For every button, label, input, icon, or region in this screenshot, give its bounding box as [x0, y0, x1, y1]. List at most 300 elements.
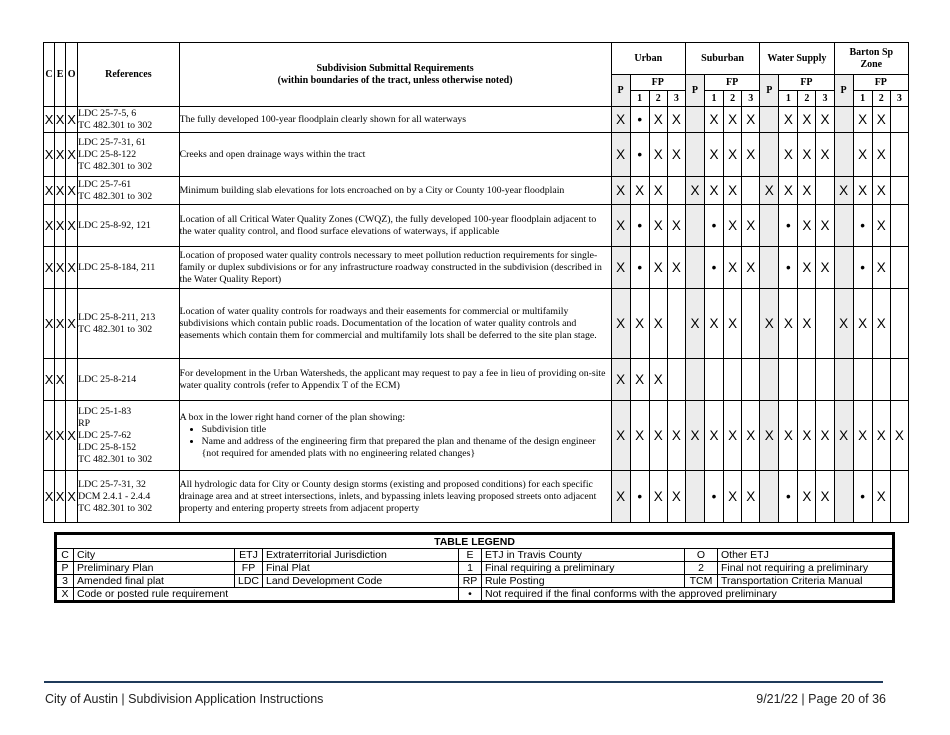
cell-c: X	[44, 107, 55, 133]
legend-abbreviation: TCM	[685, 575, 718, 588]
requirement-mark	[685, 107, 704, 133]
requirement-mark: X	[611, 205, 630, 247]
requirement-mark: X	[724, 177, 742, 205]
legend-abbreviation: O	[685, 549, 718, 562]
legend-definition: City	[74, 549, 235, 562]
requirement-mark: X	[705, 107, 724, 133]
requirement-mark	[890, 247, 908, 289]
reference-line: LDC 25-7-5, 6	[78, 107, 137, 119]
suburban-p-header: P	[685, 75, 704, 107]
cell-e: X	[55, 359, 66, 401]
requirement-text: All hydrologic data for City or County design storms (existing and proposed conditions) for each specific drainage area and at street intersections, inlets, and bypassing inlets leaving proposed streets onto adjacent property and entering property streets from adjacent property	[179, 478, 597, 514]
requirement-mark: X	[834, 401, 853, 471]
reference-line: LDC 25-7-31, 61	[78, 136, 146, 148]
requirement-cell	[179, 177, 611, 205]
urban-p-header: P	[611, 75, 630, 107]
requirement-mark: X	[853, 107, 872, 133]
requirements-header	[179, 43, 611, 107]
requirement-mark: X	[685, 401, 704, 471]
requirement-mark: X	[779, 289, 798, 359]
requirement-mark: X	[649, 177, 667, 205]
cell-c: X	[44, 177, 55, 205]
requirement-text: A box in the lower right hand corner of the plan showing:	[179, 411, 406, 423]
requirement-mark	[834, 359, 853, 401]
requirement-mark: X	[742, 247, 760, 289]
references-cell	[78, 177, 179, 205]
requirement-mark: X	[834, 289, 853, 359]
barton-fp-2: 2	[872, 91, 890, 107]
requirement-mark: X	[667, 107, 685, 133]
requirement-mark: X	[779, 401, 798, 471]
requirement-mark: X	[872, 401, 890, 471]
requirement-mark	[667, 177, 685, 205]
references-cell	[78, 133, 179, 177]
reference-line: LDC 25-7-31, 32	[78, 478, 146, 490]
legend-title: TABLE LEGEND	[56, 534, 894, 549]
requirement-mark: X	[649, 289, 667, 359]
requirement-mark	[685, 359, 704, 401]
requirement-mark	[834, 471, 853, 523]
requirement-mark: •	[705, 471, 724, 523]
requirement-mark: X	[630, 401, 649, 471]
suburban-fp-1: 1	[705, 91, 724, 107]
requirement-mark	[705, 359, 724, 401]
requirement-mark: X	[816, 401, 834, 471]
legend-abbreviation: E	[459, 549, 482, 562]
requirement-mark	[872, 359, 890, 401]
requirement-mark: X	[890, 401, 908, 471]
cell-c: X	[44, 205, 55, 247]
requirement-mark: X	[798, 401, 816, 471]
requirement-mark: X	[872, 177, 890, 205]
requirement-mark: X	[742, 107, 760, 133]
requirement-cell	[179, 133, 611, 177]
requirement-mark: •	[630, 107, 649, 133]
requirement-mark: X	[667, 205, 685, 247]
cell-o	[66, 359, 78, 401]
requirement-mark: X	[649, 107, 667, 133]
cell-c: X	[44, 289, 55, 359]
legend-definition: Extraterritorial Jurisdiction	[263, 549, 459, 562]
requirement-mark	[685, 205, 704, 247]
legend-definition: Final Plat	[263, 562, 459, 575]
requirement-mark	[816, 289, 834, 359]
requirement-mark: X	[724, 401, 742, 471]
requirement-mark: X	[705, 133, 724, 177]
requirement-mark	[779, 359, 798, 401]
cell-o: X	[66, 177, 78, 205]
suburban-fp-2: 2	[724, 91, 742, 107]
suburban-fp-3: 3	[742, 91, 760, 107]
requirement-mark: X	[853, 289, 872, 359]
cell-c: X	[44, 359, 55, 401]
reference-line: TC 482.301 to 302	[78, 119, 153, 131]
table-row	[44, 247, 909, 289]
requirement-mark	[890, 107, 908, 133]
legend-definition: Not required if the final conforms with the approved preliminary	[482, 588, 894, 602]
requirement-text: The fully developed 100-year floodplain clearly shown for all waterways	[179, 113, 467, 125]
requirement-mark: X	[816, 133, 834, 177]
col-e-header: E	[55, 43, 66, 107]
requirement-mark	[685, 133, 704, 177]
requirement-mark: X	[649, 247, 667, 289]
requirement-mark	[890, 205, 908, 247]
barton-header-line2: Zone	[860, 58, 883, 70]
cell-o: X	[66, 401, 78, 471]
requirement-mark	[742, 177, 760, 205]
reference-line: TC 482.301 to 302	[78, 502, 153, 514]
water-supply-fp-header: FP	[779, 75, 834, 91]
requirement-mark: •	[705, 247, 724, 289]
requirement-mark: X	[872, 133, 890, 177]
references-cell	[78, 247, 179, 289]
requirements-header-line1: Subdivision Submittal Requirements	[316, 63, 474, 74]
requirement-mark: X	[816, 471, 834, 523]
requirement-mark	[760, 107, 779, 133]
suburban-header: Suburban	[685, 43, 759, 75]
suburban-fp-header: FP	[705, 75, 760, 91]
requirement-mark	[742, 289, 760, 359]
requirement-bullet: • Subdivision title	[202, 424, 611, 436]
requirement-mark	[834, 205, 853, 247]
barton-p-header: P	[834, 75, 853, 107]
requirement-mark: X	[705, 289, 724, 359]
cell-o: X	[66, 133, 78, 177]
urban-fp-2: 2	[649, 91, 667, 107]
reference-line: TC 482.301 to 302	[78, 323, 153, 335]
requirement-mark: X	[667, 401, 685, 471]
legend-abbreviation: 3	[56, 575, 74, 588]
requirement-mark: X	[872, 247, 890, 289]
requirement-mark	[685, 471, 704, 523]
requirement-mark: •	[705, 205, 724, 247]
cell-e: X	[55, 177, 66, 205]
legend-abbreviation: P	[56, 562, 74, 575]
requirement-mark: X	[611, 359, 630, 401]
references-cell	[78, 359, 179, 401]
requirement-mark	[834, 133, 853, 177]
requirement-mark: X	[685, 289, 704, 359]
reference-line: TC 482.301 to 302	[78, 453, 153, 465]
footer-divider	[44, 681, 883, 683]
requirement-mark	[760, 133, 779, 177]
requirement-mark: X	[742, 133, 760, 177]
requirement-mark: X	[705, 401, 724, 471]
footer-title: City of Austin | Subdivision Application Instructions	[45, 692, 324, 706]
requirement-mark	[798, 359, 816, 401]
requirement-mark	[667, 359, 685, 401]
requirement-mark: X	[779, 133, 798, 177]
requirement-mark	[890, 177, 908, 205]
legend-abbreviation: •	[459, 588, 482, 602]
requirement-mark: X	[872, 205, 890, 247]
legend-abbreviation: RP	[459, 575, 482, 588]
requirement-mark: X	[611, 107, 630, 133]
legend-definition: Transportation Criteria Manual	[718, 575, 894, 588]
requirement-mark: •	[853, 205, 872, 247]
requirement-mark: X	[611, 471, 630, 523]
requirement-mark: •	[853, 471, 872, 523]
requirement-mark: X	[649, 401, 667, 471]
requirement-mark: •	[630, 471, 649, 523]
legend-abbreviation: FP	[235, 562, 263, 575]
table-row	[44, 177, 909, 205]
cell-e: X	[55, 205, 66, 247]
requirement-mark: X	[779, 107, 798, 133]
reference-line: TC 482.301 to 302	[78, 190, 153, 202]
requirements-table	[43, 42, 909, 523]
requirement-mark: X	[611, 289, 630, 359]
requirement-mark: X	[872, 471, 890, 523]
legend-definition: Code or posted rule requirement	[74, 588, 459, 602]
urban-fp-3: 3	[667, 91, 685, 107]
legend-definition: Final not requiring a preliminary	[718, 562, 894, 575]
reference-line: LDC 25-8-214	[78, 373, 137, 385]
reference-line: LDC 25-8-184, 211	[78, 261, 156, 273]
requirement-cell	[179, 247, 611, 289]
cell-c: X	[44, 133, 55, 177]
requirement-mark: •	[630, 133, 649, 177]
requirement-mark: X	[630, 177, 649, 205]
requirement-mark	[853, 359, 872, 401]
requirement-mark: •	[779, 247, 798, 289]
requirement-mark: X	[649, 205, 667, 247]
references-cell	[78, 471, 179, 523]
cell-e: X	[55, 133, 66, 177]
requirement-mark: X	[798, 107, 816, 133]
requirement-mark	[760, 247, 779, 289]
reference-line: LDC 25-8-211, 213	[78, 311, 156, 323]
table-row	[44, 107, 909, 133]
requirement-text: For development in the Urban Watersheds, the applicant may request to pay a fee in lieu of providing on-site water quality controls (refer to Appendix T of the ECM)	[179, 367, 606, 391]
requirement-mark: X	[667, 247, 685, 289]
requirement-mark: X	[724, 471, 742, 523]
requirement-mark: X	[611, 401, 630, 471]
water-supply-fp-1: 1	[779, 91, 798, 107]
requirement-mark: X	[724, 205, 742, 247]
legend-definition: Other ETJ	[718, 549, 894, 562]
water-supply-header: Water Supply	[760, 43, 834, 75]
reference-line: TC 482.301 to 302	[78, 160, 153, 172]
requirement-mark: X	[611, 177, 630, 205]
urban-fp-1: 1	[630, 91, 649, 107]
legend-row	[56, 562, 894, 575]
water-supply-p-header: P	[760, 75, 779, 107]
requirement-mark: X	[798, 205, 816, 247]
cell-e: X	[55, 471, 66, 523]
requirement-mark: X	[779, 177, 798, 205]
legend-abbreviation: 2	[685, 562, 718, 575]
cell-e: X	[55, 401, 66, 471]
requirements-header-line2: (within boundaries of the tract, unless otherwise noted)	[277, 74, 513, 86]
requirement-mark: X	[630, 359, 649, 401]
requirement-mark: X	[611, 133, 630, 177]
legend-definition: Final requiring a preliminary	[482, 562, 685, 575]
table-row	[44, 289, 909, 359]
cell-e: X	[55, 289, 66, 359]
reference-line: RP	[78, 417, 91, 429]
cell-o: X	[66, 107, 78, 133]
requirement-mark: X	[853, 401, 872, 471]
requirement-cell	[179, 289, 611, 359]
reference-line: LDC 25-7-61	[78, 178, 132, 190]
water-supply-fp-2: 2	[798, 91, 816, 107]
requirement-mark: X	[816, 247, 834, 289]
legend-abbreviation: 1	[459, 562, 482, 575]
table-row	[44, 401, 909, 471]
legend-definition: ETJ in Travis County	[482, 549, 685, 562]
requirement-mark: X	[798, 247, 816, 289]
requirement-text: Location of all Critical Water Quality Zones (CWQZ), the fully developed 100-year floodplain adjacent to the water quality control, and flood surface elevations of waterways, if applicable	[179, 213, 597, 237]
references-header: References	[78, 43, 179, 107]
requirement-mark	[890, 289, 908, 359]
requirement-mark: X	[798, 289, 816, 359]
requirement-mark: X	[760, 401, 779, 471]
requirement-mark: X	[872, 107, 890, 133]
legend-row	[56, 575, 894, 588]
requirement-mark: X	[630, 289, 649, 359]
requirement-text: Location of water quality controls for roadways and their easements for commercial or multifamily subdivisions which contain public roads. Documentation of the location of water quality controls and easements which contain them for commercial and multifamily lots shall be deferred to the site plan stage.	[179, 305, 597, 341]
barton-fp-3: 3	[890, 91, 908, 107]
requirement-mark	[742, 359, 760, 401]
requirement-cell	[179, 471, 611, 523]
requirement-mark: X	[724, 289, 742, 359]
requirement-mark: •	[779, 205, 798, 247]
requirement-mark	[816, 359, 834, 401]
requirement-mark: X	[798, 177, 816, 205]
requirement-mark: X	[816, 205, 834, 247]
reference-line: DCM 2.4.1 - 2.4.4	[78, 490, 151, 502]
requirement-mark: X	[724, 107, 742, 133]
requirement-mark: X	[816, 107, 834, 133]
barton-header-line1: Barton Sp	[849, 47, 894, 58]
legend-row	[56, 588, 894, 602]
requirement-mark: X	[667, 133, 685, 177]
col-c-header: C	[44, 43, 55, 107]
requirement-mark: X	[724, 247, 742, 289]
urban-header: Urban	[611, 43, 685, 75]
cell-e: X	[55, 247, 66, 289]
requirement-mark	[685, 247, 704, 289]
footer-page-info: 9/21/22 | Page 20 of 36	[756, 692, 886, 706]
requirement-mark	[890, 133, 908, 177]
legend-definition: Rule Posting	[482, 575, 685, 588]
requirement-mark	[667, 289, 685, 359]
requirement-mark: X	[798, 133, 816, 177]
references-cell	[78, 289, 179, 359]
requirement-mark	[890, 471, 908, 523]
table-legend	[54, 532, 895, 603]
requirement-mark: X	[705, 177, 724, 205]
requirement-mark: X	[760, 177, 779, 205]
requirement-mark: •	[630, 205, 649, 247]
reference-line: LDC 25-8-122	[78, 148, 137, 160]
urban-fp-header: FP	[630, 75, 685, 91]
requirement-cell	[179, 401, 611, 471]
col-o-header: O	[66, 43, 78, 107]
reference-line: LDC 25-1-83	[78, 405, 132, 417]
barton-fp-header: FP	[853, 75, 908, 91]
cell-o: X	[66, 247, 78, 289]
cell-e: X	[55, 107, 66, 133]
legend-row	[56, 549, 894, 562]
requirements-table-body	[44, 107, 909, 523]
requirement-mark	[724, 359, 742, 401]
legend-abbreviation: LDC	[235, 575, 263, 588]
table-row	[44, 205, 909, 247]
requirement-mark	[760, 471, 779, 523]
references-cell	[78, 205, 179, 247]
requirement-mark: X	[798, 471, 816, 523]
requirement-mark: X	[834, 177, 853, 205]
requirement-mark: X	[685, 177, 704, 205]
requirement-mark: •	[853, 247, 872, 289]
requirement-mark: X	[649, 359, 667, 401]
legend-abbreviation: ETJ	[235, 549, 263, 562]
cell-o: X	[66, 289, 78, 359]
water-supply-fp-3: 3	[816, 91, 834, 107]
requirement-text: Creeks and open drainage ways within the tract	[179, 148, 366, 160]
requirement-mark: X	[742, 401, 760, 471]
requirement-text: Location of proposed water quality controls necessary to meet pollution reduction requirements for single-family or duplex subdivisions or for any infrastructure roadway constructed in the subdivision (described in the Water Quality Report)	[179, 249, 602, 285]
reference-line: LDC 25-7-62	[78, 429, 132, 441]
requirement-mark: X	[649, 471, 667, 523]
legend-definition: Land Development Code	[263, 575, 459, 588]
requirement-mark	[834, 247, 853, 289]
requirement-text: Minimum building slab elevations for lots encroached on by a City or County 100-year floodplain	[179, 184, 565, 196]
legend-definition: Preliminary Plan	[74, 562, 235, 575]
requirement-mark: X	[853, 133, 872, 177]
requirement-mark: X	[760, 289, 779, 359]
requirement-mark: X	[724, 133, 742, 177]
legend-definition: Amended final plat	[74, 575, 235, 588]
requirement-bullets	[180, 424, 611, 460]
table-row	[44, 471, 909, 523]
requirement-mark	[834, 107, 853, 133]
requirement-cell	[179, 359, 611, 401]
requirement-mark	[890, 359, 908, 401]
requirement-mark: X	[872, 289, 890, 359]
references-cell	[78, 107, 179, 133]
requirement-mark: X	[742, 471, 760, 523]
legend-abbreviation: C	[56, 549, 74, 562]
requirement-mark: •	[779, 471, 798, 523]
table-row	[44, 133, 909, 177]
requirement-mark: X	[649, 133, 667, 177]
requirement-mark: X	[853, 177, 872, 205]
requirement-mark: X	[742, 205, 760, 247]
barton-fp-1: 1	[853, 91, 872, 107]
requirement-mark	[760, 205, 779, 247]
cell-o: X	[66, 205, 78, 247]
requirement-mark	[816, 177, 834, 205]
references-cell	[78, 401, 179, 471]
requirement-mark: X	[667, 471, 685, 523]
requirement-cell	[179, 205, 611, 247]
legend-abbreviation: X	[56, 588, 74, 602]
requirement-mark: •	[630, 247, 649, 289]
cell-c: X	[44, 471, 55, 523]
requirement-mark: X	[611, 247, 630, 289]
cell-c: X	[44, 247, 55, 289]
table-row	[44, 359, 909, 401]
barton-springs-header	[834, 43, 908, 75]
requirement-bullet: • Name and address of the engineering firm that prepared the plan and thename of the design engineer {not required for amended plats with no engineering related changes}	[202, 436, 611, 460]
cell-c: X	[44, 401, 55, 471]
requirement-mark	[760, 359, 779, 401]
reference-line: LDC 25-8-152	[78, 441, 137, 453]
requirement-cell	[179, 107, 611, 133]
